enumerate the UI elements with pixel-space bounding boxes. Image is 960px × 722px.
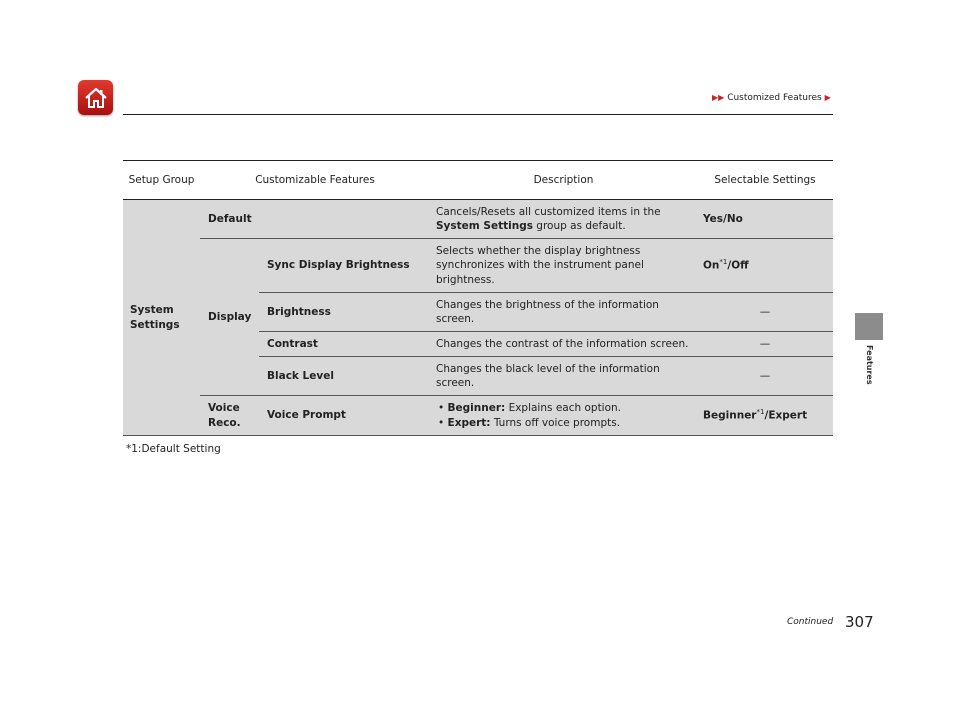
customized-features-table	[123, 160, 833, 436]
breadcrumb[interactable]	[712, 93, 831, 103]
feature-black-level: Black Level	[259, 357, 430, 396]
header-description: Description	[430, 161, 697, 200]
table-row	[123, 239, 833, 293]
group-system-settings: System Settings	[123, 200, 200, 436]
feature-default: Default	[200, 200, 430, 239]
header-customizable-features: Customizable Features	[200, 161, 430, 200]
bullet-expert: • Expert: Turns off voice prompts.	[438, 416, 621, 429]
settings-sync-display-brightness: On$^{*1}$/Off	[697, 239, 833, 293]
description-brightness: Changes the brightness of the information screen.	[430, 293, 697, 332]
settings-brightness: —	[697, 293, 833, 332]
settings-default: Yes/No	[697, 200, 833, 239]
bullet-beginner: • Beginner: Explains each option.	[438, 402, 622, 415]
table-row	[123, 200, 833, 239]
home-icon	[83, 86, 109, 110]
page-number: 307	[845, 613, 874, 631]
header-selectable-settings: Selectable Settings	[697, 161, 833, 200]
home-button[interactable]	[78, 80, 113, 115]
breadcrumb-end-arrow-icon: ▶	[824, 93, 831, 102]
section-tab-label: Features	[865, 345, 874, 385]
settings-contrast: —	[697, 332, 833, 357]
feature-voice-prompt: Voice Prompt	[259, 396, 430, 436]
table-row	[123, 396, 833, 436]
feature-sync-display-brightness: Sync Display Brightness	[259, 239, 430, 293]
description-sync-display-brightness: Selects whether the display brightness synchronizes with the instrument panel brightness.	[430, 239, 697, 293]
header-rule	[123, 114, 833, 115]
breadcrumb-arrow-icon: ▶▶	[712, 93, 725, 102]
breadcrumb-label: Customized Features	[727, 93, 822, 103]
continued-label: Continued	[787, 617, 834, 627]
section-tab[interactable]	[855, 313, 883, 340]
description-black-level: Changes the black level of the information screen.	[430, 357, 697, 396]
feature-contrast: Contrast	[259, 332, 430, 357]
table-header-row	[123, 161, 833, 200]
header-setup-group: Setup Group	[123, 161, 200, 200]
settings-black-level: —	[697, 357, 833, 396]
description-voice-prompt	[430, 396, 697, 436]
description-contrast: Changes the contrast of the information screen.	[430, 332, 697, 357]
subgroup-voice-reco: Voice Reco.	[200, 396, 259, 436]
settings-voice-prompt: Beginner$^{*1}$/Expert	[697, 396, 833, 436]
footnote: *1:Default Setting	[126, 443, 221, 455]
subgroup-display: Display	[200, 239, 259, 396]
feature-brightness: Brightness	[259, 293, 430, 332]
description-default: Cancels/Resets all customized items in the System Settings group as default.	[430, 200, 697, 239]
